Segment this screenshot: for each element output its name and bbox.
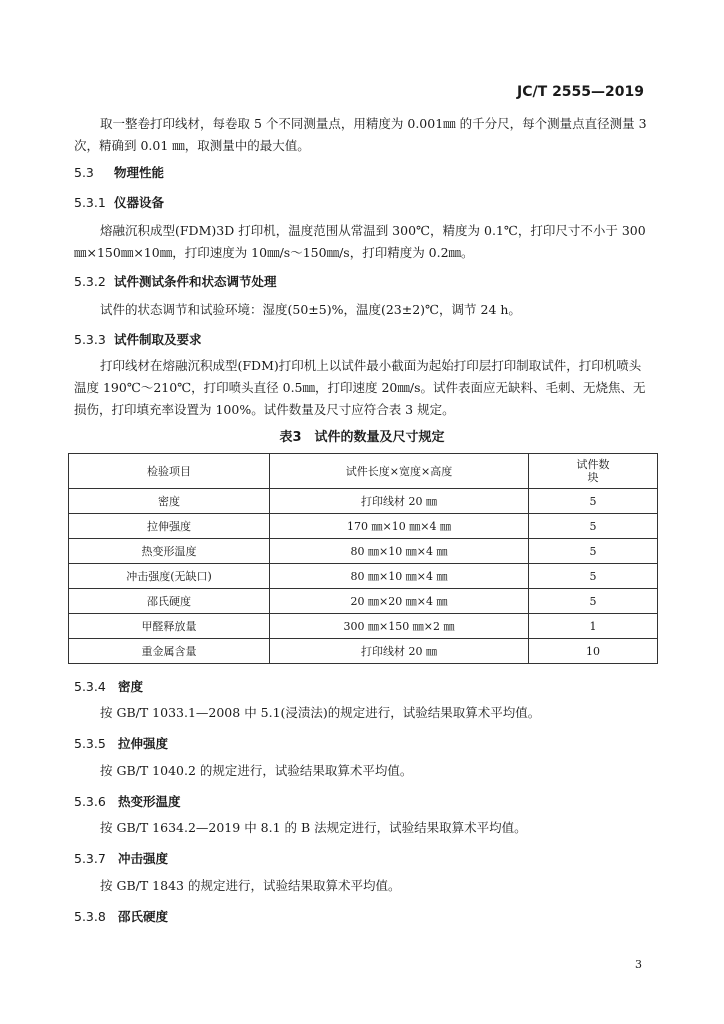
section-5-3-5: [74, 734, 168, 752]
row-count: 5: [529, 589, 658, 614]
section-title: 热变形温度: [118, 794, 181, 809]
section-number: 5.3.6: [74, 794, 106, 809]
row-count: 5: [529, 489, 658, 514]
row-size: 300 ㎜×150 ㎜×2 ㎜: [270, 614, 529, 639]
table-row: [69, 639, 658, 664]
table-row: [69, 614, 658, 639]
section-number: 5.3.2: [74, 274, 106, 289]
specimen-table: [68, 453, 658, 664]
section-number: 5.3.8: [74, 909, 106, 924]
section-5-3-8: [74, 907, 168, 925]
header-item: 检验项目: [69, 454, 270, 489]
section-title: 冲击强度: [118, 851, 169, 866]
row-count: 5: [529, 514, 658, 539]
section-5-3-4: [74, 677, 143, 695]
section-number: 5.3.4: [74, 679, 106, 694]
row-item: 重金属含量: [69, 639, 270, 664]
section-number: 5.3.5: [74, 736, 106, 751]
section-5-3-2: [74, 272, 277, 290]
header-size: 试件长度×宽度×高度: [270, 454, 529, 489]
row-count: 5: [529, 539, 658, 564]
section-5-3-2-body: 试件的状态调节和试验环境：湿度(50±5)%，温度(23±2)℃，调节 24 h。: [100, 302, 521, 317]
table-header-row: [69, 454, 658, 489]
section-5-3: [74, 163, 164, 181]
header-count-line2: 块: [587, 471, 599, 484]
row-item: 甲醛释放量: [69, 614, 270, 639]
row-size: 80 ㎜×10 ㎜×4 ㎜: [270, 539, 529, 564]
section-title: 仪器设备: [114, 195, 165, 210]
table-caption: 表3 试件的数量及尺寸规定: [279, 430, 445, 445]
row-item: 拉伸强度: [69, 514, 270, 539]
header-count-line1: 试件数: [576, 458, 610, 471]
page-number: 3: [635, 958, 642, 971]
section-5-3-6: [74, 792, 181, 810]
section-number: 5.3.7: [74, 851, 106, 866]
section-title: 拉伸强度: [118, 736, 169, 751]
section-5-3-6-body: 按 GB/T 1634.2—2019 中 8.1 的 B 法规定进行，试验结果取算术平均值。: [100, 820, 527, 835]
table-row: [69, 564, 658, 589]
section-title: 试件制取及要求: [114, 332, 202, 347]
row-size: 打印线材 20 ㎜: [270, 489, 529, 514]
row-size: 20 ㎜×20 ㎜×4 ㎜: [270, 589, 529, 614]
section-title: 密度: [118, 679, 144, 694]
intro-paragraph: 取一整卷打印线材，每卷取 5 个不同测量点，用精度为 0.001㎜ 的千分尺，每个测量点直径测量 3 次，精确到 0.01 ㎜，取测量中的最大值。: [74, 116, 647, 153]
section-number: 5.3.3: [74, 332, 106, 347]
standard-number: JC/T 2555—2019: [517, 84, 644, 100]
section-5-3-7-body: 按 GB/T 1843 的规定进行，试验结果取算术平均值。: [100, 878, 401, 893]
row-count: 5: [529, 564, 658, 589]
row-count: 10: [529, 639, 658, 664]
row-item: 冲击强度(无缺口): [69, 564, 270, 589]
section-number: 5.3.1: [74, 195, 106, 210]
row-item: 邵氏硬度: [69, 589, 270, 614]
row-size: 170 ㎜×10 ㎜×4 ㎜: [270, 514, 529, 539]
table-row: [69, 489, 658, 514]
section-5-3-1-body: 熔融沉积成型(FDM)3D 打印机，温度范围从常温到 300℃，精度为 0.1℃，打印尺寸不小于 300㎜×150㎜×10㎜，打印速度为 10㎜/s～150㎜/s，打印精度为 0.2㎜。: [74, 223, 646, 260]
section-5-3-3: [74, 330, 202, 348]
row-size: 打印线材 20 ㎜: [270, 639, 529, 664]
table-row: [69, 514, 658, 539]
section-number: 5.3: [74, 165, 94, 180]
section-5-3-7: [74, 849, 168, 867]
table-row: [69, 589, 658, 614]
section-title: 试件测试条件和状态调节处理: [114, 274, 277, 289]
row-item: 密度: [69, 489, 270, 514]
row-size: 80 ㎜×10 ㎜×4 ㎜: [270, 564, 529, 589]
section-title: 物理性能: [114, 165, 165, 180]
row-item: 热变形温度: [69, 539, 270, 564]
section-5-3-4-body: 按 GB/T 1033.1—2008 中 5.1(浸渍法)的规定进行，试验结果取算术平均值。: [100, 705, 541, 720]
section-5-3-3-body: 打印线材在熔融沉积成型(FDM)打印机上以试件最小截面为起始打印层打印制取试件，打印机喷头温度 190℃～210℃，打印喷头直径 0.5㎜，打印速度 20㎜/s。试件表面应无缺料、毛刺、无烧焦、无损伤，打印填充率设置为 100%。试件数量及尺寸应符合表 3 规定。: [74, 358, 646, 417]
section-title: 邵氏硬度: [118, 909, 169, 924]
table-row: [69, 539, 658, 564]
row-count: 1: [529, 614, 658, 639]
header-count: [529, 454, 658, 489]
section-5-3-1: [74, 193, 164, 211]
section-5-3-5-body: 按 GB/T 1040.2 的规定进行，试验结果取算术平均值。: [100, 763, 413, 778]
